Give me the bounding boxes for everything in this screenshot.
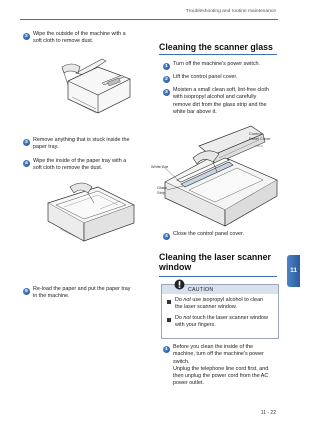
heading-line: Cleaning the laser scanner [159,252,271,262]
step-text: Turn off the machine's power switch. [173,61,261,67]
text-line: switch. [173,358,190,365]
text-line: Re-load the paper and put the paper tray [33,286,131,292]
text-line: Wipe the outside of the machine with a [33,31,126,37]
page-number: 11 - 22 [260,410,276,416]
callout-line: Strip [157,189,165,195]
text-line: Wipe the inside of the paper tray with a [33,158,127,164]
text-line: in the machine. [33,293,70,300]
step-text: Close the control panel cover. [173,231,245,237]
callout-control-panel-cover [249,132,270,141]
text-line: machine, turn off the machine's power [173,351,264,358]
caution-icon [174,279,185,290]
header-rule [20,19,278,20]
machine-exterior-illustration [58,53,138,123]
callout-line: Glass [157,185,167,190]
callout-line: Control [249,131,262,136]
step-text [33,158,151,173]
running-header: Troubleshooting and routine maintenance [185,9,276,14]
chapter-number: 11 [290,267,297,274]
step-text [33,31,151,46]
bullet [167,318,171,322]
step-number-badge: 2 [163,76,170,83]
caution-item-line: the laser scanner window. [175,304,238,311]
text-line: power outlet. [173,380,204,387]
step-text: Lift the control panel cover. [173,74,238,80]
caution-item-line: with your fingers. [175,322,216,329]
caution-item-line: Do not use isopropyl alcohol to clean [175,297,264,303]
section-rule [159,276,277,277]
section-rule [159,54,277,55]
caution-item [175,297,277,312]
step-number-badge: 3 [23,139,30,146]
step-number-badge: 4 [163,233,170,240]
text-line: Moisten a small clean soft, lint-free cloth [173,87,269,93]
callout-line: Panel Cover [249,135,271,141]
text-line: white bar above it. [173,108,217,115]
caution-item-line: Do not touch the laser scanner window [175,315,268,321]
step-text [173,344,285,388]
step-number-badge: 2 [23,33,30,40]
text-line: soft cloth to remove the dust. [33,165,103,172]
caution-label: CAUTION [188,286,214,293]
paper-tray-illustration [40,181,140,257]
text-line: paper tray. [33,144,59,151]
step-text [33,137,151,152]
step-text [173,87,285,116]
text-line: Remove anything that is stuck inside the [33,137,130,143]
heading-line: window [159,262,192,272]
text-line: remove dirt from the glass strip and the [173,101,267,108]
bullet [167,300,171,304]
caution-bar [162,285,278,294]
text-line: Before you clean the inside of the [173,344,254,350]
step-number-badge: 1 [163,346,170,353]
step-number-badge: 4 [23,160,30,167]
text-line: then unplug the power cord from the AC [173,373,269,380]
text-line: Unplug the telephone line cord first, and [173,365,269,372]
callout-white-bar: White Bar [151,164,169,169]
caution-box [161,284,279,339]
section-heading-laser [159,252,271,272]
step-number-badge: 1 [163,63,170,70]
step-number-badge: 5 [23,288,30,295]
caution-item [175,315,277,330]
text-line: with isopropyl alcohol and carefully [173,94,257,101]
chapter-tab [287,255,300,287]
step-text [33,286,151,301]
text-line: soft cloth to remove dust. [33,38,94,45]
step-number-badge: 3 [163,89,170,96]
callout-glass-strip [157,186,167,195]
section-heading-scanner: Cleaning the scanner glass [159,42,273,52]
